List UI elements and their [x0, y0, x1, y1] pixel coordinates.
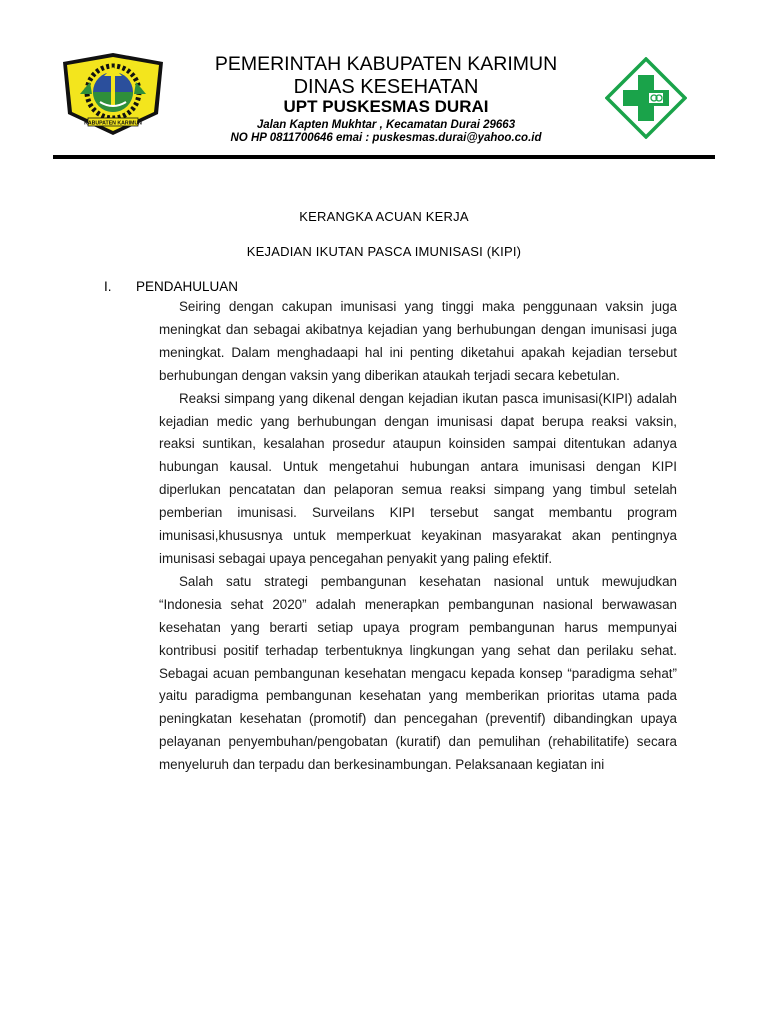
paragraph: Reaksi simpang yang dikenal dengan kejadian ikutan pasca imunisasi(KIPI) adalah kejadian medic yang berhubungan dengan imunisasi dapat berupa reaksi vaksin, reaksi suntikan, kesalahan prosedur ataupun koinsiden sampai ditentukan adanya hubungan kausal. Untuk mengetahui hubungan antara imunisasi dengan KIPI diperlukan pencatatan dan pelaporan semua reaksi simpang yang timbul setelah pemberian imunisasi. Surveilans KIPI tersebut sangat membantu program imunisasi,khususnya untuk memperkuat keyakinan masyarakat akan pentingnya imunisasi sebagai upaya pencegahan penyakit yang paling efektif.	[159, 390, 677, 566]
puskesmas-green-cross-logo-icon	[605, 57, 687, 139]
letterhead-divider	[53, 155, 715, 159]
svg-text:KABUPATEN KARIMUN: KABUPATEN KARIMUN	[84, 120, 142, 127]
letterhead-contact: NO HP 0811700646 emai : puskesmas.durai@yahoo.co.id	[230, 132, 542, 144]
paragraph: Salah satu strategi pembangunan kesehatan nasional untuk mewujudkan “Indonesia sehat 2020” adalah menerapkan pembangunan nasional berwawasan kesehatan yang berarti setiap upaya program pembangunan harus mempunyai kontribusi positif terhadap terbentuknya lingkungan yang sehat dan perilaku sehat. Sebagai acuan pembangunan kesehatan mengacu kepada konsep “paradigma sehat” yaitu paradigma pembangunan kesehatan yang memberikan prioritas utama pada peningkatan kesehatan (promotif) dan pencegahan (preventif) dibandingkan upaya pelayanan penyembuhan/pengobatan (kuratif) dan pemulihan (rehabilitatife) secara menyeluruh dan terpadu dan berkesinambungan. Pelaksanaan kegiatan ini	[159, 573, 677, 773]
section-body	[159, 296, 677, 777]
paragraph: Seiring dengan cakupan imunisasi yang tinggi maka penggunaan vaksin juga meningkat dan sebagai akibatnya kejadian yang berhubungan dengan imunisasi juga meningkat. Dalam menghadaapi hal ini penting diketahui apakah kejadian tersebut berhubungan dengan vaksin yang diberikan ataukah terjadi secara kebetulan.	[159, 299, 677, 383]
letterhead-address: Jalan Kapten Mukhtar , Kecamatan Durai 29663	[256, 119, 516, 131]
letterhead-government-line: PEMERINTAH KABUPATEN KARIMUN	[214, 53, 558, 75]
karimun-regency-emblem-icon	[60, 52, 166, 136]
letterhead-unit-line: UPT PUSKESMAS DURAI	[283, 97, 489, 116]
section-heading: PENDAHULUAN	[136, 279, 239, 294]
section-number: I.	[104, 279, 112, 294]
letterhead-department-line: DINAS KESEHATAN	[293, 76, 479, 98]
document-subtitle: KEJADIAN IKUTAN PASCA IMUNISASI (KIPI)	[246, 244, 522, 259]
document-title: KERANGKA ACUAN KERJA	[299, 209, 469, 224]
